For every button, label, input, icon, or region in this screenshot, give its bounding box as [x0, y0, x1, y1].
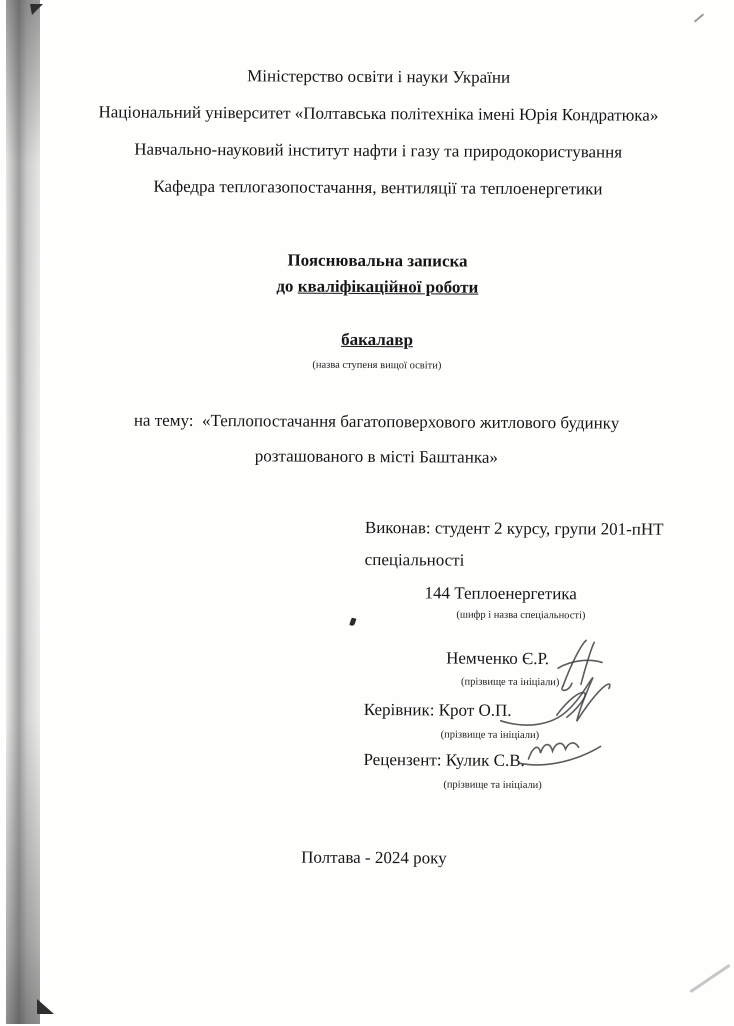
credits-block — [363, 517, 710, 792]
performed-by-line: Виконав: студент 2 курсу, групи 201-пНТ — [364, 517, 664, 539]
specialty-intro-line: спеціальності — [364, 549, 465, 570]
institute-line: Навчально-науковий інститут нафти і газу та природокористування — [134, 139, 623, 162]
specialty-value: 144 Теплоенергетика — [424, 583, 577, 604]
specialty-caption: (шифр і назва спеціальності) — [456, 609, 586, 622]
university-line: Національний університет «Полтавська політехніка імені Юрія Кондратюка» — [98, 102, 659, 125]
reviewer-caption: (прізвище та ініціали) — [443, 779, 542, 792]
supervisor-signature-icon — [497, 671, 619, 738]
topic-line2: розташованого в місті Баштанка» — [254, 446, 498, 467]
supervisor-line: Керівник: Крот О.П. — [363, 699, 512, 720]
supervisor-caption: (прізвище та ініціали) — [440, 729, 540, 742]
city-year-line: Полтава - 2024 року — [301, 847, 447, 868]
title-line2-prefix: до — [276, 276, 298, 296]
reviewer-line: Рецензент: Кулик С.В. — [363, 749, 525, 770]
institution-header — [54, 56, 703, 208]
title-line1: Пояснювальна записка — [287, 250, 468, 271]
title-line2-underlined: кваліфікаційної роботи — [297, 276, 479, 297]
degree-caption: (назва ступеня вищої освіти) — [312, 359, 442, 372]
title-line2 — [53, 272, 701, 302]
ministry-line: Міністерство освіти і науки України — [247, 66, 511, 87]
ink-smudge — [349, 617, 356, 626]
thesis-topic — [52, 402, 700, 476]
department-line: Кафедра теплогазопостачання, вентиляції та теплоенергетики — [153, 176, 603, 199]
student-name: Немченко Є.Р. — [446, 648, 550, 669]
document-title — [53, 246, 701, 302]
reviewer-signature-icon — [510, 729, 612, 776]
student-caption: (прізвище та ініціали) — [460, 676, 560, 689]
degree-name: бакалавр — [341, 329, 414, 350]
topic-line1: на тему: «Теплопостачання багатоповерхового житлового будинку — [133, 410, 620, 433]
